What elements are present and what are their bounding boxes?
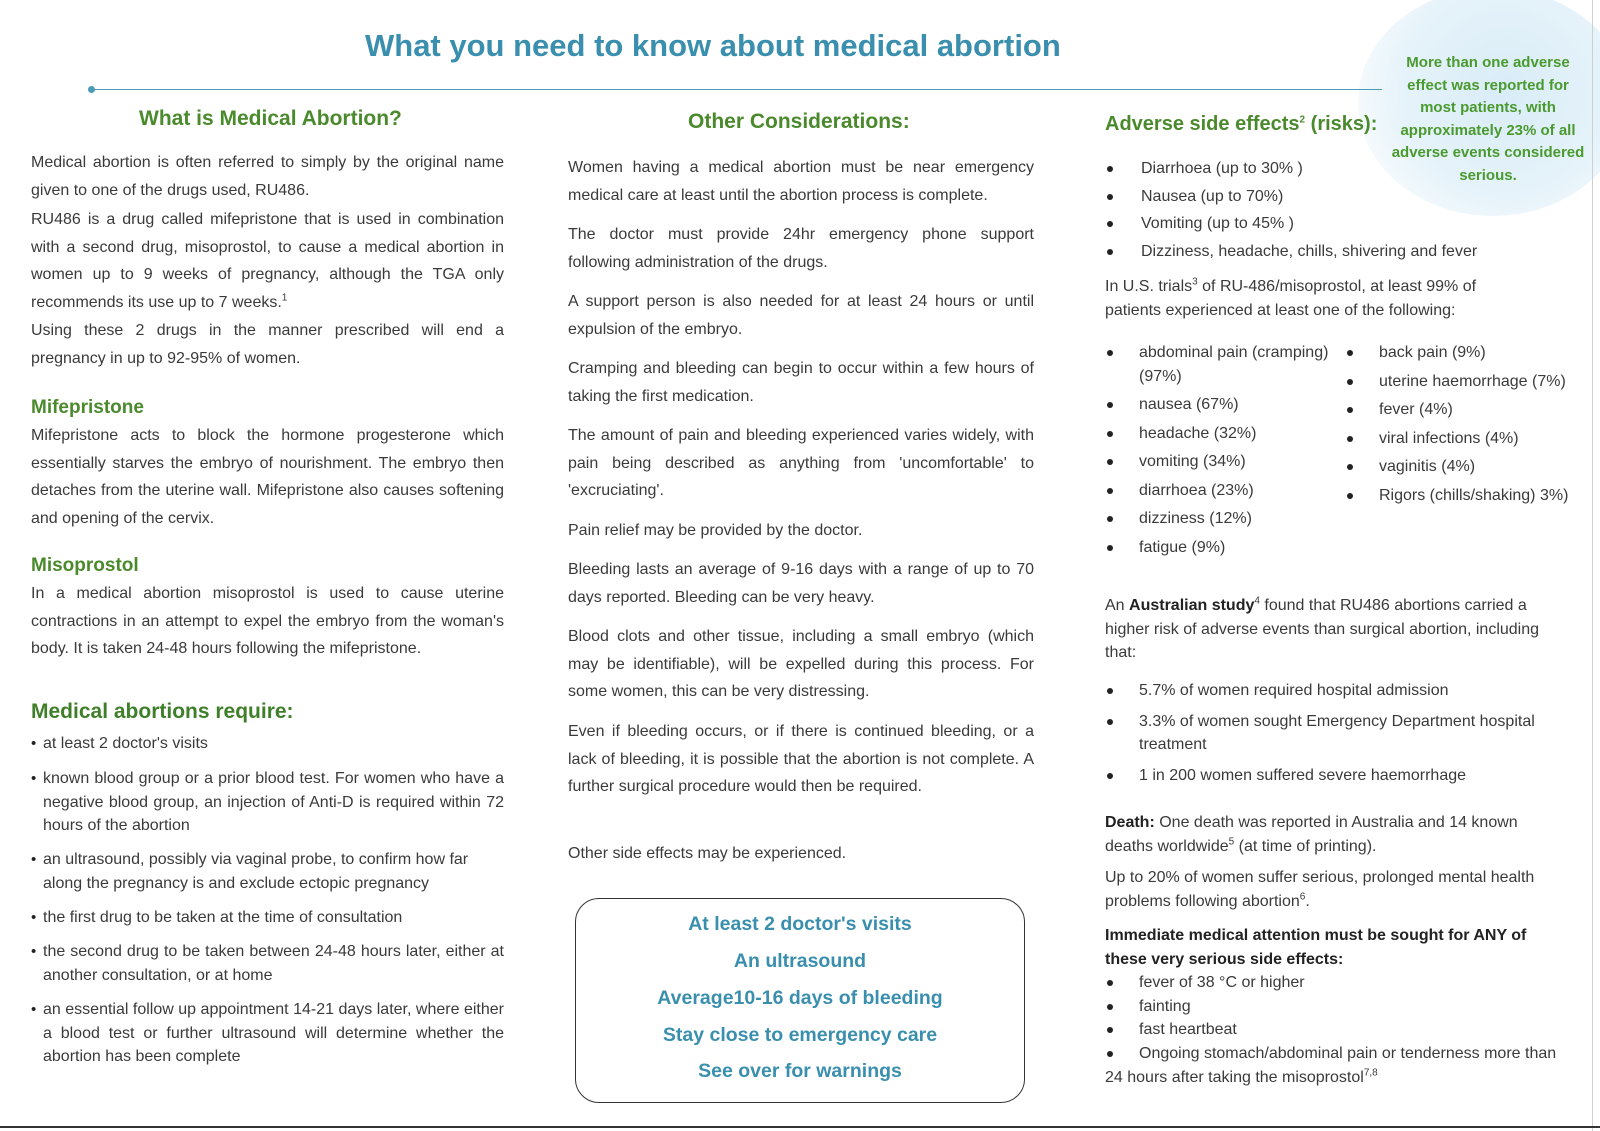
list-item: nausea (67%) <box>1105 393 1335 417</box>
consideration-paragraph: Other side effects may be experienced. <box>568 845 847 862</box>
consideration-paragraph: Pain relief may be provided by the doctor. <box>568 522 863 539</box>
footnote-ref: 6 <box>1299 891 1306 903</box>
summary-line: Average10-16 days of bleeding <box>657 987 943 1009</box>
list-item: • known blood group or a prior blood test. For women who have a negative blood group, an injection of Anti-D is required within 72 hours of the abortion <box>31 767 504 838</box>
intro-paragraph-1: Medical abortion is often referred to simply by the original name given to one of the drugs used, RU486. <box>31 154 504 199</box>
requirements-heading: Medical abortions require: <box>31 700 294 723</box>
list-item: headache (32%) <box>1105 422 1335 446</box>
list-item: fever of 38 °C or higher <box>1105 971 1570 995</box>
summary-line: Stay close to emergency care <box>662 1024 938 1046</box>
side-effects-list <box>1105 155 1570 265</box>
list-item: Rigors (chills/shaking) 3%) <box>1345 484 1570 508</box>
page-edge <box>1592 0 1593 1131</box>
list-item: fatigue (9%) <box>1105 536 1335 560</box>
consideration-paragraph: The doctor must provide 24hr emergency phone support following administration of the drugs. <box>568 226 1034 271</box>
misoprostol-text: In a medical abortion misoprostol is used to cause uterine contractions in an attempt to expel the embryo from the woman's body. It is taken 24-48 hours following the mifepristone. <box>31 585 504 657</box>
list-item: dizziness (12%) <box>1105 507 1335 531</box>
summary-line: An ultrasound <box>733 950 867 972</box>
list-item: • the second drug to be taken between 24-48 hours later, either at another consultation, or at home <box>31 940 504 987</box>
list-item: vomiting (34%) <box>1105 450 1335 474</box>
australian-study-paragraph: An Australian study$^4$ found that RU486 abortions carried a higher risk of adverse events than surgical abortion, including that: <box>1105 595 1540 661</box>
consideration-paragraph: Blood clots and other tissue, including a small embryo (which may be identifiable), will be expelled during this process. For some women, this can be very distressing. <box>568 628 1034 700</box>
list-item: 5.7% of women required hospital admission <box>1105 679 1545 703</box>
consideration-paragraph: The amount of pain and bleeding experienced varies widely, with pain being described as anything from 'uncomfortable' to 'excruciating'. <box>568 427 1034 499</box>
footnote-ref: 7,8 <box>1363 1067 1378 1079</box>
mifepristone-heading: Mifepristone <box>31 397 144 418</box>
list-item: viral infections (4%) <box>1345 427 1570 451</box>
trial-effects-list-right <box>1345 341 1570 512</box>
serious-effects-list <box>1105 971 1570 1042</box>
list-item: back pain (9%) <box>1345 341 1570 365</box>
list-item: fainting <box>1105 995 1570 1019</box>
consideration-paragraph: Women having a medical abortion must be near emergency medical care at least until the abortion process is complete. <box>568 159 1034 204</box>
list-item: • an essential follow up appointment 14-21 days later, where either a blood test or further ultrasound will determine whether the abortion has been complete <box>31 998 504 1069</box>
list-item: vaginitis (4%) <box>1345 455 1570 479</box>
footnote-ref: 4 <box>1254 595 1260 607</box>
list-item: Vomiting (up to 45% ) <box>1105 210 1570 238</box>
footnote-ref: 3 <box>1192 276 1198 288</box>
what-is-heading: What is Medical Abortion? <box>139 107 402 130</box>
list-item: fever (4%) <box>1345 398 1570 422</box>
summary-box <box>575 898 1025 1103</box>
intro-paragraph-2: RU486 is a drug called mifepristone that is used in combination with a second drug, misoprostol, to cause a medical abortion in women up to 9 weeks of pregnancy, although the TGA only recommends its use up to 7 weeks.$^1$ <box>31 211 504 311</box>
list-item: 3.3% of women sought Emergency Department hospital treatment <box>1105 710 1545 757</box>
list-item: • at least 2 doctor's visits <box>31 732 504 756</box>
list-item: diarrhoea (23%) <box>1105 479 1335 503</box>
adverse-effects-heading: Adverse side effects$^2$ (risks): <box>1105 113 1378 135</box>
other-considerations-heading: Other Considerations: <box>688 110 910 133</box>
list-item: 1 in 200 women suffered severe haemorrhage <box>1105 764 1545 788</box>
mifepristone-text: Mifepristone acts to block the hormone progesterone which essentially starves the embryo of nourishment. The embryo then detaches from the uterine wall. Mifepristone also causes softening and opening of the cervix. <box>31 427 504 527</box>
list-item: Nausea (up to 70%) <box>1105 183 1570 211</box>
list-item: abdominal pain (cramping) (97%) <box>1105 341 1335 388</box>
death-label: Death: <box>1105 814 1155 831</box>
list-item: • the first drug to be taken at the time of consultation <box>31 906 504 930</box>
immediate-attention-heading: Immediate medical attention must be sought for ANY of these very serious side effects: <box>1105 927 1527 968</box>
consideration-paragraph: Even if bleeding occurs, or if there is continued bleeding, or a lack of bleeding, it is possible that the abortion is not complete. A further surgical procedure would then be required. <box>568 723 1034 795</box>
mental-health-paragraph: Up to 20% of women suffer serious, prolonged mental health problems following abortion$^6$. <box>1105 869 1535 910</box>
footnote-ref: 1 <box>281 292 288 304</box>
summary-line: At least 2 doctor's visits <box>688 913 912 935</box>
death-paragraph: Death: One death was reported in Australia and 14 known deaths worldwide$^5$ (at time of printing). <box>1105 814 1518 855</box>
title-rule <box>92 89 1382 90</box>
info-bubble-text: More than one adverse effect was reported for most patients, with approximately 23% of all adverse events considered serious. <box>1391 54 1585 184</box>
trial-effects-list-left <box>1105 341 1335 564</box>
australian-study-label: Australian study <box>1129 597 1255 614</box>
footnote-ref: 5 <box>1228 836 1235 848</box>
list-item: uterine haemorrhage (7%) <box>1345 370 1570 394</box>
misoprostol-heading: Misoprostol <box>31 555 139 576</box>
summary-line: See over for warnings <box>698 1060 902 1082</box>
bullet-dot <box>1107 1051 1113 1057</box>
serious-effects-last-item: Ongoing stomach/abdominal pain or tenderness more than 24 hours after taking the misoprostol$^{7,8}$ <box>1105 1045 1557 1086</box>
consideration-paragraph: Cramping and bleeding can begin to occur within a few hours of taking the first medication. <box>568 360 1034 405</box>
consideration-paragraph: A support person is also needed for at least 24 hours or until expulsion of the embryo. <box>568 293 1034 338</box>
footnote-ref: 2 <box>1299 114 1306 126</box>
list-item: fast heartbeat <box>1105 1018 1570 1042</box>
page-title: What you need to know about medical abortion <box>365 28 1061 63</box>
list-item: • an ultrasound, possibly via vaginal probe, to confirm how far along the pregnancy is and exclude ectopic pregnancy <box>31 848 504 895</box>
intro-paragraph-3: Using these 2 drugs in the manner prescribed will end a pregnancy in up to 92-95% of women. <box>31 322 504 367</box>
australian-study-list <box>1105 679 1545 794</box>
list-item: Dizziness, headache, chills, shivering and fever <box>1105 238 1570 266</box>
consideration-paragraph: Bleeding lasts an average of 9-16 days with a range of up to 70 days reported. Bleeding can be very heavy. <box>568 561 1034 606</box>
list-item: Diarrhoea (up to 30% ) <box>1105 155 1570 183</box>
trials-paragraph: In U.S. trials$^3$ of RU-486/misoprostol, at least 99% of patients experienced at least one of the following: <box>1105 276 1477 319</box>
bottom-rule <box>0 1126 1600 1128</box>
